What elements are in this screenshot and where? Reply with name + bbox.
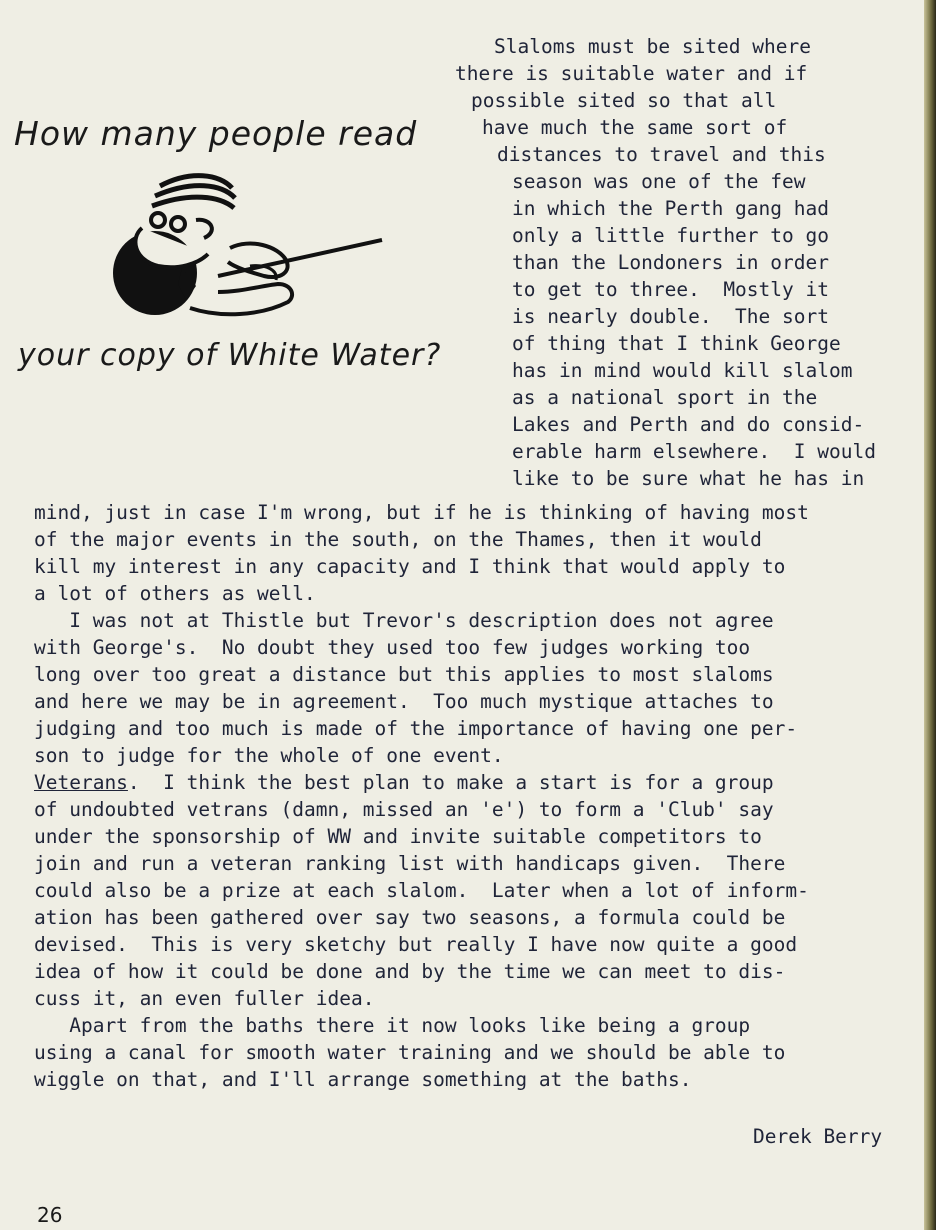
article-line: as a national sport in the: [512, 386, 818, 409]
veterans-heading: Veterans: [34, 771, 128, 794]
article-line: has in mind would kill slalom: [512, 359, 853, 382]
page-spine-edge: [924, 0, 936, 1230]
cartoon-man-reading-icon: [100, 168, 390, 338]
article-line: mind, just in case I'm wrong, but if he is thinking of having most: [34, 501, 809, 524]
article-line: wiggle on that, and I'll arrange something at the baths.: [34, 1068, 692, 1091]
article-line: son to judge for the whole of one event.: [34, 744, 504, 767]
article-line: only a little further to go: [512, 224, 829, 247]
article-line: season was one of the few: [512, 170, 806, 193]
article-line: distances to travel and this: [497, 143, 826, 166]
article-line: Lakes and Perth and do consid-: [512, 413, 865, 436]
article-line: Apart from the baths there it now looks like being a group: [34, 1014, 751, 1037]
article-line: and here we may be in agreement. Too much mystique attaches to: [34, 690, 774, 713]
article-line: like to be sure what he has in: [512, 467, 865, 490]
advert-top-text: How many people read: [14, 114, 418, 153]
article-line: Slaloms must be sited where: [494, 35, 811, 58]
advert-bottom-text: your copy of White Water?: [18, 338, 442, 373]
article-line: of thing that I think George: [512, 332, 841, 355]
article-line: erable harm elsewhere. I would: [512, 440, 876, 463]
article-line: than the Londoners in order: [512, 251, 829, 274]
author-signature: Derek Berry: [753, 1125, 883, 1148]
article-line: under the sponsorship of WW and invite suitable competitors to: [34, 825, 762, 848]
page-number: 26: [37, 1203, 63, 1227]
article-line: kill my interest in any capacity and I think that would apply to: [34, 555, 786, 578]
article-line: judging and too much is made of the importance of having one per-: [34, 717, 798, 740]
article-line: a lot of others as well.: [34, 582, 316, 605]
article-line: long over too great a distance but this applies to most slaloms: [34, 663, 774, 686]
article-line: of undoubted vetrans (damn, missed an 'e') to form a 'Club' say: [34, 798, 774, 821]
article-line: possible sited so that all: [471, 89, 777, 112]
article-line: of the major events in the south, on the Thames, then it would: [34, 528, 762, 551]
article-line: in which the Perth gang had: [512, 197, 829, 220]
article-line: could also be a prize at each slalom. Later when a lot of inform-: [34, 879, 809, 902]
article-line: I was not at Thistle but Trevor's description does not agree: [34, 609, 774, 632]
article-line: idea of how it could be done and by the time we can meet to dis-: [34, 960, 786, 983]
veterans-line-rest: . I think the best plan to make a start is for a group: [127, 771, 774, 794]
article-line: cuss it, an even fuller idea.: [34, 987, 375, 1010]
article-line: have much the same sort of: [482, 116, 788, 139]
article-line: is nearly double. The sort: [512, 305, 829, 328]
advert-box: [0, 100, 480, 420]
article-line: devised. This is very sketchy but really I have now quite a good: [34, 933, 798, 956]
article-line: using a canal for smooth water training and we should be able to: [34, 1041, 786, 1064]
article-line: [34, 770, 774, 796]
article-line: to get to three. Mostly it: [512, 278, 829, 301]
article-line: there is suitable water and if: [455, 62, 808, 85]
article-line: ation has been gathered over say two seasons, a formula could be: [34, 906, 786, 929]
article-line: join and run a veteran ranking list with handicaps given. There: [34, 852, 786, 875]
article-line: with George's. No doubt they used too few judges working too: [34, 636, 751, 659]
